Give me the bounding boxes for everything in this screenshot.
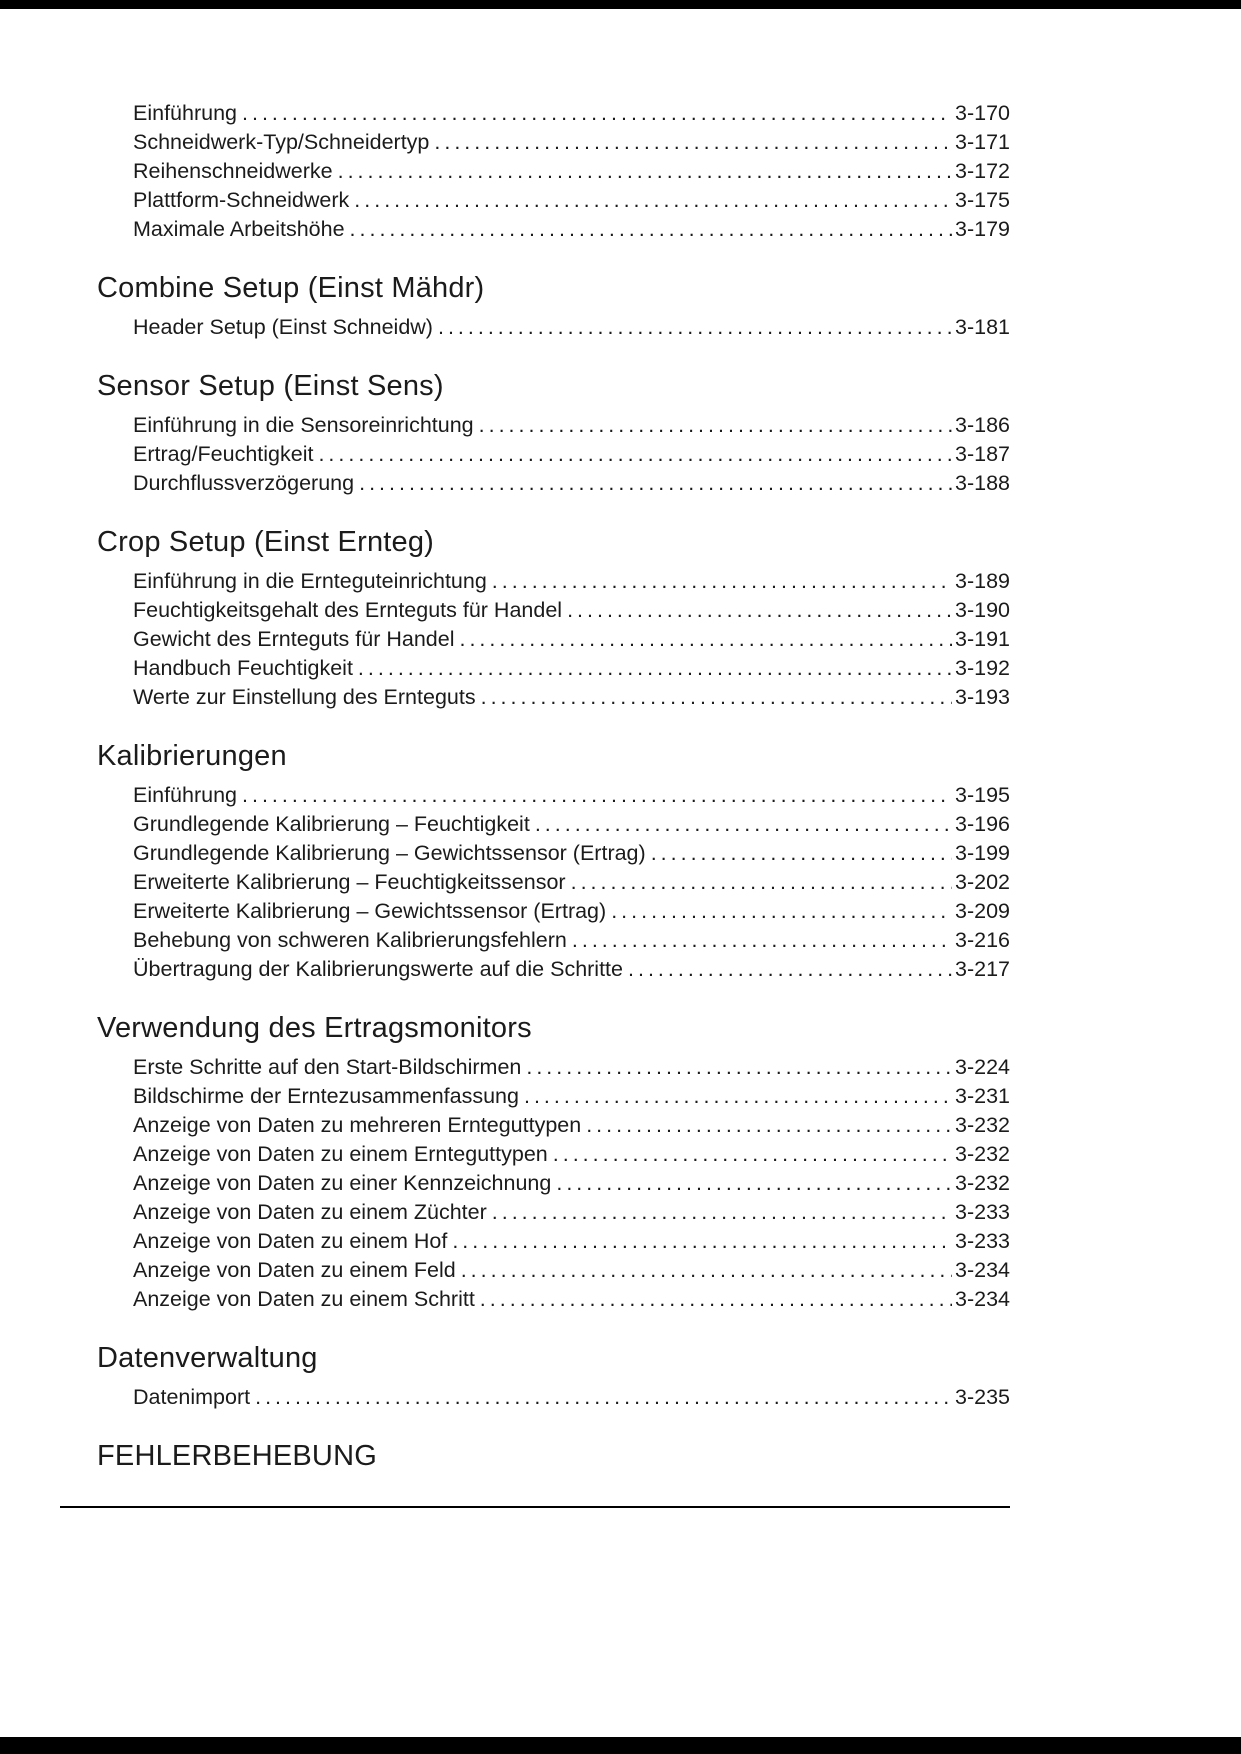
toc-entries [133, 313, 1010, 342]
toc-entry [133, 1198, 1010, 1227]
entry-page-number: 3-195 [955, 783, 1010, 807]
dot-leader [651, 839, 952, 868]
dot-leader [318, 440, 952, 469]
toc-entry [133, 186, 1010, 215]
dot-leader [338, 157, 952, 186]
toc-entries [133, 567, 1010, 712]
entry-title: Anzeige von Daten zu einem Feld [133, 1258, 456, 1282]
dot-leader [255, 1383, 952, 1412]
dot-leader [556, 1169, 952, 1198]
toc-entry [133, 1227, 1010, 1256]
dot-leader [553, 1140, 952, 1169]
section-heading: Sensor Setup (Einst Sens) [97, 370, 444, 402]
dot-leader [481, 683, 952, 712]
toc-entry [133, 128, 1010, 157]
toc-entry [133, 868, 1010, 897]
scan-edge-top [0, 0, 1241, 9]
entry-title: Einführung in die Ernteguteinrichtung [133, 569, 487, 593]
entry-page-number: 3-190 [955, 598, 1010, 622]
entry-title: Datenimport [133, 1385, 251, 1409]
toc-entry [133, 1140, 1010, 1169]
entry-page-number: 3-216 [955, 928, 1010, 952]
entry-title: Schneidwerk-Typ/Schneidertyp [133, 130, 430, 154]
toc-entry [133, 1111, 1010, 1140]
entry-page-number: 3-181 [955, 315, 1010, 339]
dot-leader [452, 1227, 952, 1256]
entry-page-number: 3-170 [955, 101, 1010, 125]
toc-entry [133, 955, 1010, 984]
entry-title: Grundlegende Kalibrierung – Feuchtigkeit [133, 812, 530, 836]
toc-section [97, 525, 1010, 712]
toc-entry [133, 1285, 1010, 1314]
dot-leader [242, 99, 952, 128]
entry-page-number: 3-187 [955, 442, 1010, 466]
toc-entry [133, 897, 1010, 926]
entry-page-number: 3-234 [955, 1258, 1010, 1282]
dot-leader [571, 868, 952, 897]
toc-section [97, 369, 1010, 498]
toc-section [97, 1011, 1010, 1314]
entry-page-number: 3-193 [955, 685, 1010, 709]
entry-page-number: 3-233 [955, 1229, 1010, 1253]
entry-title: Erste Schritte auf den Start-Bildschirmen [133, 1055, 522, 1079]
entry-title: Behebung von schweren Kalibrierungsfehlern [133, 928, 567, 952]
dot-leader [526, 1053, 952, 1082]
toc-entries [133, 1383, 1010, 1412]
entry-title: Anzeige von Daten zu einem Züchter [133, 1200, 487, 1224]
entry-page-number: 3-199 [955, 841, 1010, 865]
dot-leader [359, 469, 952, 498]
toc-entry [133, 157, 1010, 186]
entry-page-number: 3-196 [955, 812, 1010, 836]
entry-title: Erweiterte Kalibrierung – Gewichtssensor (Ertrag) [133, 899, 607, 923]
entry-page-number: 3-233 [955, 1200, 1010, 1224]
dot-leader [586, 1111, 952, 1140]
section-heading: FEHLERBEHEBUNG [97, 1440, 377, 1472]
toc-entries [133, 781, 1010, 984]
entry-page-number: 3-209 [955, 899, 1010, 923]
entry-page-number: 3-191 [955, 627, 1010, 651]
toc-entry [133, 1082, 1010, 1111]
toc-entry [133, 1256, 1010, 1285]
entry-title: Plattform-Schneidwerk [133, 188, 350, 212]
footer-rule [60, 1506, 1010, 1508]
toc-entries [133, 1053, 1010, 1314]
entry-page-number: 3-179 [955, 217, 1010, 241]
entry-page-number: 3-186 [955, 413, 1010, 437]
toc-entries [133, 411, 1010, 498]
entry-title: Ertrag/Feuchtigkeit [133, 442, 314, 466]
dot-leader [535, 810, 952, 839]
entry-title: Einführung [133, 101, 237, 125]
dot-leader [438, 313, 952, 342]
toc-entry [133, 215, 1010, 244]
section-heading: Verwendung des Ertragsmonitors [97, 1012, 532, 1044]
dot-leader [242, 781, 952, 810]
entry-title: Anzeige von Daten zu mehreren Ernteguttypen [133, 1113, 582, 1137]
toc-entry [133, 440, 1010, 469]
entry-page-number: 3-175 [955, 188, 1010, 212]
entry-page-number: 3-172 [955, 159, 1010, 183]
toc-entry [133, 839, 1010, 868]
entry-title: Werte zur Einstellung des Ernteguts [133, 685, 476, 709]
entry-title: Bildschirme der Erntezusammenfassung [133, 1084, 519, 1108]
entry-page-number: 3-232 [955, 1171, 1010, 1195]
entry-page-number: 3-188 [955, 471, 1010, 495]
dot-leader [350, 215, 952, 244]
dot-leader [358, 654, 952, 683]
toc-entry [133, 469, 1010, 498]
entry-title: Durchflussverzögerung [133, 471, 355, 495]
toc-entry [133, 1383, 1010, 1412]
entry-page-number: 3-189 [955, 569, 1010, 593]
entry-page-number: 3-202 [955, 870, 1010, 894]
dot-leader [459, 625, 952, 654]
entry-page-number: 3-234 [955, 1287, 1010, 1311]
entry-page-number: 3-232 [955, 1113, 1010, 1137]
toc-section [97, 99, 1010, 244]
toc-entry [133, 810, 1010, 839]
entry-page-number: 3-192 [955, 656, 1010, 680]
toc-entry [133, 411, 1010, 440]
section-heading: Combine Setup (Einst Mähdr) [97, 272, 485, 304]
dot-leader [524, 1082, 952, 1111]
entry-page-number: 3-171 [955, 130, 1010, 154]
entry-title: Anzeige von Daten zu einer Kennzeichnung [133, 1171, 552, 1195]
section-heading: Kalibrierungen [97, 740, 287, 772]
entry-title: Grundlegende Kalibrierung – Gewichtssensor (Ertrag) [133, 841, 646, 865]
toc-entry [133, 1053, 1010, 1082]
toc [97, 99, 1010, 1481]
entry-title: Einführung in die Sensoreinrichtung [133, 413, 474, 437]
dot-leader [611, 897, 952, 926]
dot-leader [492, 1198, 952, 1227]
entry-page-number: 3-217 [955, 957, 1010, 981]
toc-entries [133, 99, 1010, 244]
toc-entry [133, 683, 1010, 712]
entry-title: Header Setup (Einst Schneidw) [133, 315, 433, 339]
toc-entry [133, 926, 1010, 955]
dot-leader [480, 1285, 952, 1314]
toc-entry [133, 313, 1010, 342]
toc-entry [133, 654, 1010, 683]
dot-leader [354, 186, 952, 215]
entry-title: Reihenschneidwerke [133, 159, 333, 183]
entry-title: Anzeige von Daten zu einem Hof [133, 1229, 448, 1253]
toc-entry [133, 1169, 1010, 1198]
toc-entry [133, 99, 1010, 128]
entry-title: Anzeige von Daten zu einem Schritt [133, 1287, 475, 1311]
section-heading: Datenverwaltung [97, 1342, 318, 1374]
entry-title: Gewicht des Ernteguts für Handel [133, 627, 455, 651]
toc-section [97, 271, 1010, 342]
dot-leader [567, 596, 952, 625]
toc-entry [133, 596, 1010, 625]
dot-leader [434, 128, 952, 157]
toc-section [97, 1439, 1010, 1473]
toc-section [97, 1341, 1010, 1412]
toc-entry [133, 567, 1010, 596]
entry-title: Übertragung der Kalibrierungswerte auf die Schritte [133, 957, 623, 981]
dot-leader [572, 926, 952, 955]
entry-page-number: 3-224 [955, 1055, 1010, 1079]
entry-page-number: 3-235 [955, 1385, 1010, 1409]
entry-title: Feuchtigkeitsgehalt des Ernteguts für Handel [133, 598, 563, 622]
entry-page-number: 3-232 [955, 1142, 1010, 1166]
entry-title: Einführung [133, 783, 237, 807]
entry-page-number: 3-231 [955, 1084, 1010, 1108]
entry-title: Maximale Arbeitshöhe [133, 217, 345, 241]
section-heading: Crop Setup (Einst Ernteg) [97, 526, 435, 558]
dot-leader [461, 1256, 952, 1285]
scan-edge-bottom [0, 1737, 1241, 1754]
toc-entry [133, 625, 1010, 654]
entry-title: Erweiterte Kalibrierung – Feuchtigkeitssensor [133, 870, 566, 894]
toc-section [97, 739, 1010, 984]
entry-title: Anzeige von Daten zu einem Ernteguttypen [133, 1142, 548, 1166]
entry-title: Handbuch Feuchtigkeit [133, 656, 353, 680]
dot-leader [628, 955, 952, 984]
dot-leader [479, 411, 952, 440]
dot-leader [492, 567, 952, 596]
toc-entry [133, 781, 1010, 810]
